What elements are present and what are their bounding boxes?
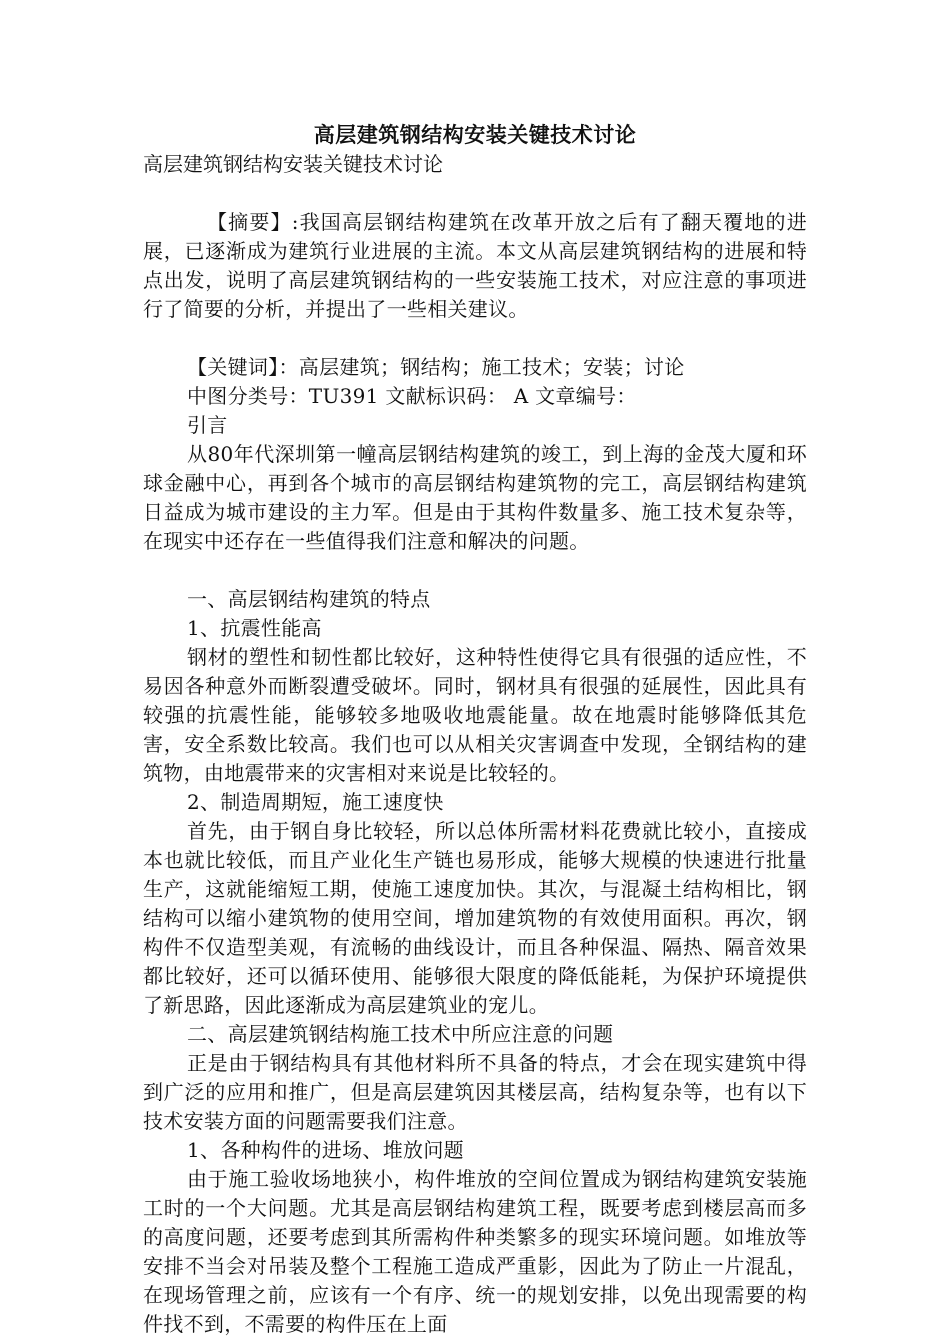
document-page	[143, 120, 807, 1339]
keywords-line: 【关键词】：高层建筑；钢结构；施工技术；安装；讨论	[187, 355, 685, 379]
body-paragraph: 钢材的塑性和韧性都比较好，这种特性使得它具有很强的适应性，不易因各种意外而断裂遭受破坏。同时，钢材具有很强的延展性，因此具有较强的抗震性能，能够较多地吸收地震能量。故在地震时能够降低其危害，安全系数比较高。我们也可以从相关灾害调查中发现，全钢结构的建筑物，由地震带来的灾害相对来说是比较轻的。	[143, 645, 807, 785]
section-heading: 一、高层钢结构建筑的特点	[187, 587, 431, 611]
body-paragraph: 由于施工验收场地狭小，构件堆放的空间位置成为钢结构建筑安装施工时的一个大问题。尤其是高层钢结构建筑工程，既要考虑到楼层高而多的高度问题，还要考虑到其所需构件种类繁多的现实环境问题。如堆放等安排不当会对吊装及整个工程施工造成严重影，因此为了防止一片混乱，在现场管理之前，应该有一个有序、统一的规划安排，以免出现需要的构件找不到，不需要的构件压在上面	[143, 1167, 807, 1336]
classification-line: 中图分类号：TU391 文献标识码： A 文章编号：	[187, 384, 637, 408]
document-subtitle: 高层建筑钢结构安装关键技术讨论	[143, 152, 443, 176]
subsection-heading: 1、抗震性能高	[187, 616, 322, 640]
document-title: 高层建筑钢结构安装关键技术讨论	[313, 122, 637, 147]
body-paragraph: 从80年代深圳第一幢高层钢结构建筑的竣工，到上海的金茂大厦和环球金融中心，再到各个城市的高层钢结构建筑物的完工，高层钢结构建筑日益成为城市建设的主力军。但是由于其构件数量多、施工技术复杂等，在现实中还存在一些值得我们注意和解决的问题。	[143, 442, 807, 553]
section-heading-introduction: 引言	[187, 413, 228, 437]
subsection-heading: 1、各种构件的进场、堆放问题	[187, 1138, 464, 1162]
abstract-paragraph: 【摘要】:我国高层钢结构建筑在改革开放之后有了翻天覆地的进展，已逐渐成为建筑行业进展的主流。本文从高层建筑钢结构的进展和特点出发，说明了高层建筑钢结构的一些安装施工技术，对应注意的事项进行了简要的分析，并提出了一些相关建议。	[143, 210, 807, 321]
section-heading: 二、高层建筑钢结构施工技术中所应注意的问题	[187, 1022, 614, 1046]
body-paragraph: 首先，由于钢自身比较轻，所以总体所需材料花费就比较小，直接成本也就比较低，而且产业化生产链也易形成，能够大规模的快速进行批量生产，这就能缩短工期，使施工速度加快。其次，与混凝土结构相比，钢结构可以缩小建筑物的使用空间，增加建筑物的有效使用面积。再次，钢构件不仅造型美观，有流畅的曲线设计，而且各种保温、隔热、隔音效果都比较好，还可以循环使用、能够很大限度的降低能耗，为保护环境提供了新思路，因此逐渐成为高层建筑业的宠儿。	[143, 819, 807, 1017]
subsection-heading: 2、制造周期短，施工速度快	[187, 790, 444, 814]
body-paragraph: 正是由于钢结构具有其他材料所不具备的特点，才会在现实建筑中得到广泛的应用和推广，但是高层建筑因其楼层高，结构复杂等，也有以下技术安装方面的问题需要我们注意。	[143, 1051, 807, 1133]
